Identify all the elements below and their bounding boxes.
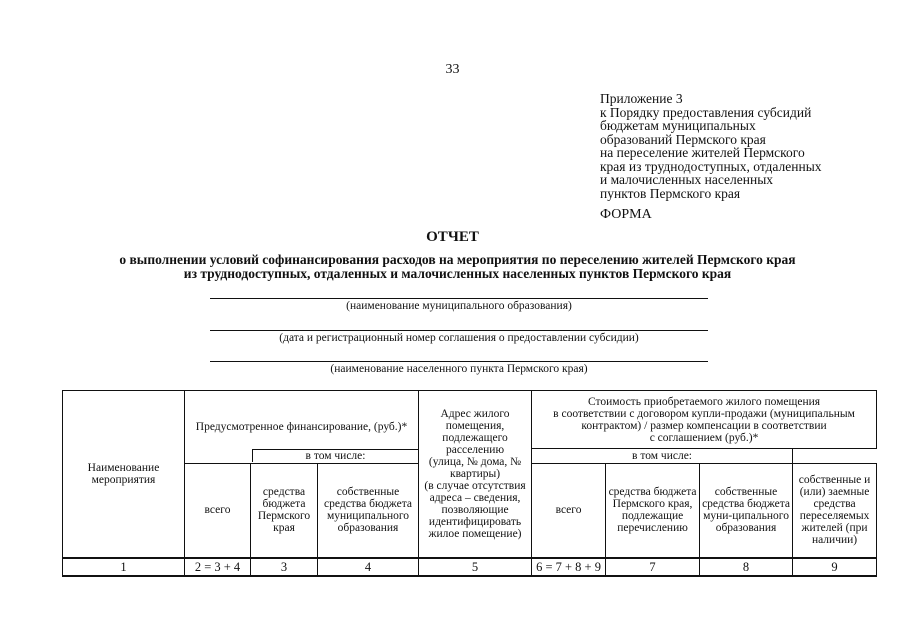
column-number: 5	[419, 558, 532, 576]
report-title: ОТЧЕТ	[426, 229, 479, 245]
appendix-line: образований Пермского края	[600, 131, 766, 147]
appendix-line: пунктов Пермского края	[600, 185, 741, 201]
agreement-fill-line	[210, 330, 708, 331]
appendix-line: и малочисленных населенных	[600, 172, 774, 187]
header-financing-in-that-number: в том числе:	[252, 449, 418, 462]
header-event-name: Наименование мероприятия	[63, 391, 185, 558]
header-financing-municipal: собственные средства бюджета муниципального образования	[318, 464, 419, 558]
appendix-line: бюджетам муниципальных	[600, 118, 756, 133]
header-financing-regional: средства бюджета Пермского края	[251, 464, 318, 558]
column-number: 1	[63, 558, 185, 576]
report-subtitle-line: из труднодоступных, отдаленных и малочисленных населенных пунктов Пермского края	[183, 266, 732, 281]
header-cost-municipal: собственные средства бюджета муни-ципального образования	[700, 464, 793, 558]
column-number: 2 = 3 + 4	[185, 558, 251, 576]
municipality-caption: (наименование муниципального образования)	[346, 300, 572, 312]
report-subtitle-line: о выполнении условий софинансирования расходов на мероприятия по переселению жителей Пермского края	[119, 252, 796, 267]
appendix-line: края из труднодоступных, отдаленных	[600, 158, 822, 174]
report-table	[62, 390, 877, 577]
header-cost-regional: средства бюджета Пермского края, подлежащие перечислению	[606, 464, 700, 558]
column-number: 7	[606, 558, 700, 576]
column-number: 4	[318, 558, 419, 576]
column-number: 6 = 7 + 8 + 9	[532, 558, 606, 576]
settlement-fill-line	[210, 361, 708, 362]
settlement-caption: (наименование населенного пункта Пермского края)	[330, 363, 588, 375]
appendix-line: Приложение 3	[600, 91, 683, 106]
header-financing-total: всего	[185, 464, 251, 558]
header-cost-total: всего	[532, 464, 606, 558]
header-address: Адрес жилого помещения, подлежащего расселению (улица, № дома, № квартиры) (в случае отсутствия адреса – сведения, позволяющие идентифицировать жилое помещение)	[419, 391, 532, 558]
column-number: 9	[793, 558, 877, 576]
municipality-fill-line	[210, 298, 708, 299]
header-cost: Стоимость приобретаемого жилого помещения в соответствии с договором купли-продажи (муниципальным контрактом) / размер компенсации в соответствии с соглашением (руб.)*	[532, 391, 877, 449]
appendix-line: к Порядку предоставления субсидий	[600, 104, 812, 120]
column-number: 3	[251, 558, 318, 576]
header-cost-residents: собственные и (или) заемные средства переселяемых жителей (при наличии)	[793, 464, 877, 558]
agreement-caption: (дата и регистрационный номер соглашения о предоставлении субсидии)	[279, 332, 639, 344]
header-cost-in-that-number: в том числе:	[532, 449, 793, 464]
header-planned-financing: Предусмотренное финансирование, (руб.)*	[185, 391, 419, 464]
page-number: 33	[445, 62, 460, 77]
column-number: 8	[700, 558, 793, 576]
appendix-line: на переселение жителей Пермского	[600, 145, 805, 160]
form-label: ФОРМА	[600, 207, 652, 222]
report-subtitle	[60, 253, 855, 281]
appendix-block	[600, 92, 890, 200]
